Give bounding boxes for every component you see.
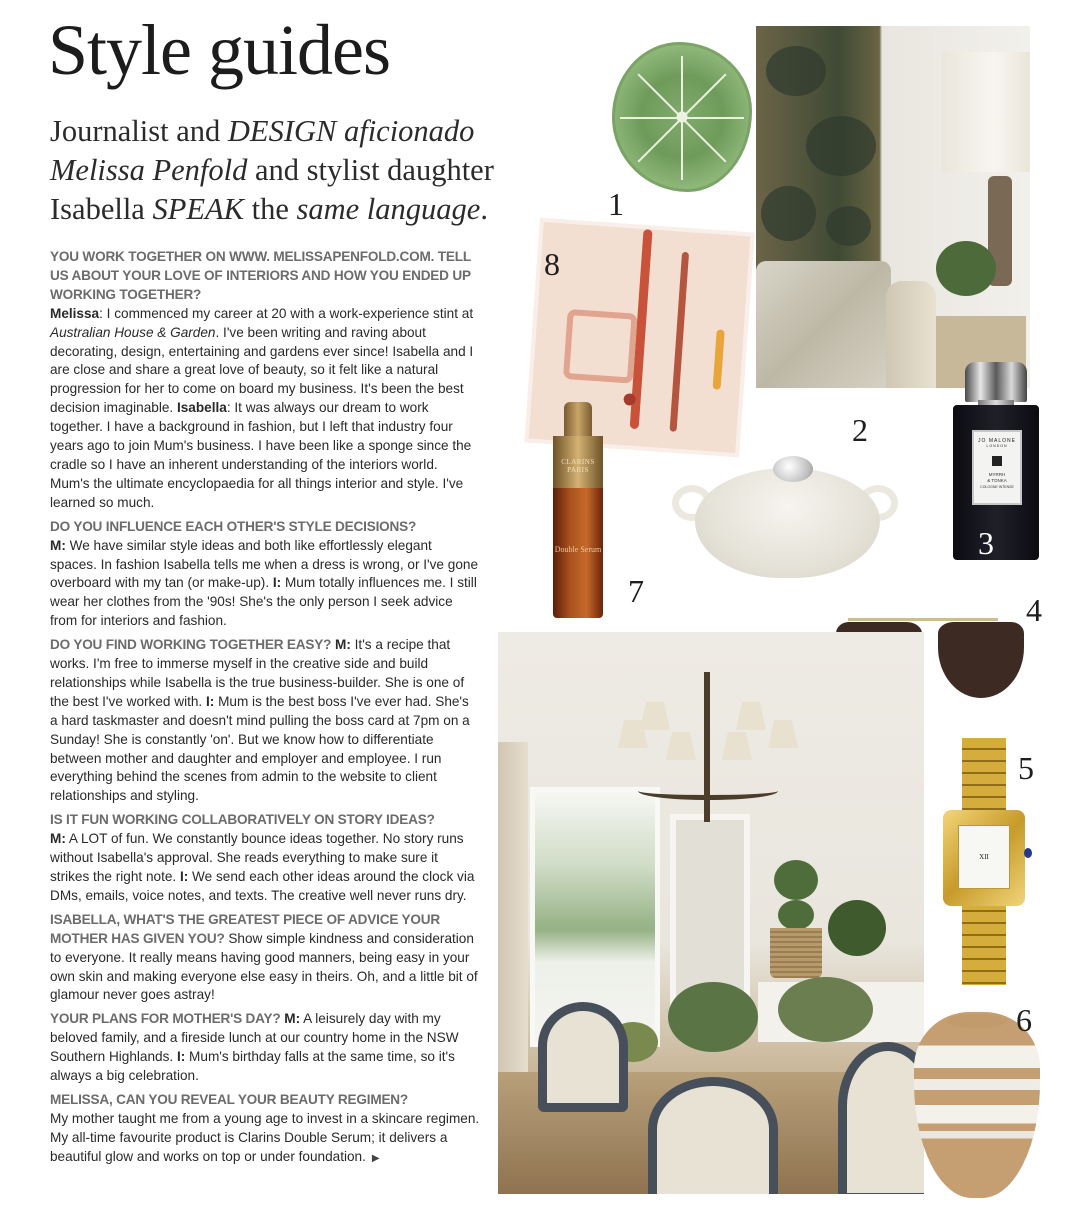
scarf-pattern <box>670 252 690 432</box>
woven-vase-image <box>914 1012 1040 1198</box>
fragrance-brand: JO MALONE <box>978 438 1016 444</box>
answer-text: My mother taught me from a young age to invest in a skincare regimen. My all-time favourite product is Clarins Double Serum; it delivers a beautiful glow and works on top or under foundation. <box>50 1110 480 1164</box>
brand-text: CLARINS <box>561 458 595 466</box>
product-number: 7 <box>628 573 644 609</box>
standfirst-emphasis: Melissa Penfold <box>50 153 248 187</box>
fragrance-label <box>972 430 1022 505</box>
standfirst-text: . <box>480 192 488 226</box>
speaker-label: Melissa <box>50 305 100 321</box>
chandelier-shade <box>666 732 696 760</box>
chandelier-shade <box>722 732 752 760</box>
fragrance-city: LONDON <box>986 444 1008 448</box>
plate-vein <box>681 118 683 180</box>
chandelier-shade <box>640 702 670 730</box>
question-heading: YOUR PLANS FOR MOTHER'S DAY? <box>50 1011 281 1027</box>
qa-block <box>50 1010 480 1086</box>
moss-ball <box>828 900 886 956</box>
chandelier-shade <box>736 702 766 730</box>
potted-plant <box>936 241 996 296</box>
speaker-label: M: <box>50 831 66 847</box>
fragrance-type: COLOGNE INTENSE <box>980 485 1014 489</box>
watch-crown <box>1024 848 1032 858</box>
standfirst-emphasis: same language <box>296 192 481 226</box>
answer-text: : I commenced my career at 20 with a work-experience stint at <box>99 305 474 321</box>
dining-chair <box>648 1077 778 1194</box>
question-heading: DO YOU FIND WORKING TOGETHER EASY? <box>50 637 332 653</box>
qa-block <box>50 518 480 631</box>
pot-knob <box>773 456 813 482</box>
answer-text: Mum's birthday falls at the same time, so it's always a big celebration. <box>50 1049 455 1084</box>
sunglasses-bridge <box>848 618 998 621</box>
serum-pump <box>564 402 592 438</box>
continue-arrow-icon: ▶ <box>371 1152 380 1164</box>
curtain <box>498 742 528 1082</box>
speaker-label: M: <box>50 537 66 553</box>
standfirst <box>50 112 540 229</box>
plate-vein <box>620 117 682 119</box>
answer-text: : It was always our dream to work together. I have a background in fashion, but I left that industry four years ago to join Mum's business. I have been like a sponge since the cradle so I have an inherent understanding of the interiors world. Mum's the ultimate encyclopaedia for all things interior and style. I've learned so much. <box>50 400 472 510</box>
article-body <box>50 248 480 1174</box>
plate-vein <box>681 117 726 162</box>
answer-text: It's a recipe that works. I'm free to immerse myself in the creative side and build relationships while Isabella is the true business-builder. She is one of the best I've worked with. <box>50 637 465 709</box>
sofa-arm <box>886 281 936 388</box>
topiary <box>778 900 814 930</box>
dining-room-photo <box>498 632 924 1194</box>
standfirst-emphasis: SPEAK <box>152 192 244 226</box>
product-number: 1 <box>608 186 624 222</box>
dining-chair <box>838 1042 924 1194</box>
speaker-label: Isabella <box>176 400 227 416</box>
standfirst-emphasis: DESIGN aficionado <box>227 114 475 148</box>
product-number: 4 <box>1026 592 1042 628</box>
standfirst-text: Journalist and <box>50 114 228 148</box>
answer-text: We send each other ideas around the clock via DMs, emails, voice notes, and texts. The creative well never runs dry. <box>50 869 475 903</box>
speaker-label: M: <box>284 1011 301 1027</box>
watch-strap <box>962 900 1006 985</box>
chandelier-shade <box>768 720 798 748</box>
question-heading: DO YOU INFLUENCE EACH OTHER'S STYLE DECISIONS? <box>50 518 417 534</box>
qa-block <box>50 636 480 806</box>
living-room-photo <box>756 26 1030 388</box>
page-title: Style guides <box>48 10 390 90</box>
answer-text: Mum totally influences me. I still wear her clothes from the '90s! She's the only person I seek advice from for interiors and fashion. <box>50 575 477 629</box>
plate-vein <box>682 117 744 119</box>
table-greenery <box>668 982 758 1052</box>
speaker-label: I: <box>272 575 282 591</box>
vase-neck <box>947 1014 1007 1028</box>
sunglasses-lens <box>938 622 1024 698</box>
question-heading: YOU WORK TOGETHER ON WWW. MELISSAPENFOLD.COM. TELL US ABOUT YOUR LOVE OF INTERIORS AND HOW YOU ENDED UP WORKING TOGETHER? <box>50 249 471 302</box>
tapestry-detail <box>826 206 871 246</box>
speaker-label: I: <box>205 693 215 709</box>
fragrance-scent: MYRRH <box>988 472 1006 477</box>
standfirst-text: and stylist daughter <box>247 153 494 187</box>
scarf-pattern <box>563 309 638 384</box>
qa-block <box>50 911 480 1006</box>
speaker-label: M: <box>335 637 351 653</box>
lamp-shade <box>941 52 1030 172</box>
product-number: 3 <box>978 525 994 561</box>
wicker-basket <box>770 928 822 978</box>
watch-strap <box>962 738 1006 820</box>
publication-title: Australian House & Garden <box>50 324 216 340</box>
speaker-label: I: <box>176 1049 186 1065</box>
plate-vein <box>681 56 683 118</box>
qa-block <box>50 248 480 513</box>
casserole-pot-image <box>695 468 880 578</box>
answer-text: . I've been writing and raving about decorating, design, entertaining and gardens ever since! Isabella and I are close and share a great love of beauty, so it felt like a natural progression for her to come on board my business. It's been the best decision imaginable. <box>50 324 474 416</box>
tapestry-detail <box>766 46 826 96</box>
answer <box>50 830 480 906</box>
qa-block <box>50 1091 480 1169</box>
plate-vein <box>681 73 726 118</box>
answer-text: A leisurely day with my beloved family, and a fireside lunch at our country home in the NSW Southern Highlands. <box>50 1011 459 1065</box>
answer <box>50 1110 480 1169</box>
dining-chair <box>538 1002 628 1112</box>
table-greenery <box>778 977 873 1042</box>
chandelier <box>618 672 798 802</box>
tapestry-detail <box>806 116 876 176</box>
answer-text: Mum is the best boss I've ever had. She's a hard taskmaster and doesn't mind pulling the boss card at 7pm on a Sunday! She is constantly 'on'. But we know how to differentiate between mother and daughter and employer and employee. I run everything behind the scenes from admin to the website to client relationships and styling. <box>50 693 470 804</box>
plate-vein <box>637 73 682 118</box>
topiary <box>774 860 818 900</box>
standfirst-text: the <box>243 192 297 226</box>
question-heading: IS IT FUN WORKING COLLABORATIVELY ON STORY IDEAS? <box>50 812 435 828</box>
fragrance-scent: & TONKA <box>987 478 1007 483</box>
serum-brand <box>553 458 603 474</box>
chandelier-arm <box>638 782 778 800</box>
watch-face: XII <box>958 825 1010 889</box>
serum-label: Double Serum <box>554 545 602 554</box>
qa-block <box>50 811 480 906</box>
product-number: 6 <box>1016 1002 1032 1038</box>
plate-vein <box>637 117 682 162</box>
monogram-icon <box>992 456 1002 466</box>
answer <box>50 537 480 632</box>
answer-text: A LOT of fun. We constantly bounce ideas together. No story runs without Isabella's approval. She reads everything to make sure it strikes the right note. <box>50 831 464 884</box>
damask-cushion <box>756 261 891 388</box>
fragrance-cap <box>965 362 1027 402</box>
answer-text: We have similar style ideas and both like effortlessly elegant spaces. In fashion Isabella tells me when a dress is wrong, or I've gone overboard with my tan (or make-up). <box>50 537 479 591</box>
cabbage-plate-image <box>612 42 752 192</box>
product-number: 8 <box>544 246 560 282</box>
question-heading: ISABELLA, WHAT'S THE GREATEST PIECE OF ADVICE YOUR MOTHER HAS GIVEN YOU? <box>50 911 440 946</box>
standfirst-text: Isabella <box>50 192 153 226</box>
product-number: 2 <box>852 412 868 448</box>
tapestry-detail <box>761 186 816 241</box>
question-heading: MELISSA, CAN YOU REVEAL YOUR BEAUTY REGIMEN? <box>50 1091 409 1107</box>
answer <box>50 305 480 513</box>
scarf-pattern <box>713 329 725 389</box>
product-number: 5 <box>1018 750 1034 786</box>
answer-text: Show simple kindness and consideration to everyone. It really means having good manners, being easy in your own skin and making everyone else easy in theirs. Oh, and a little bit of glamour never goes astray! <box>50 930 478 1003</box>
speaker-label: I: <box>179 869 189 884</box>
brand-sub: PARIS <box>567 466 589 474</box>
